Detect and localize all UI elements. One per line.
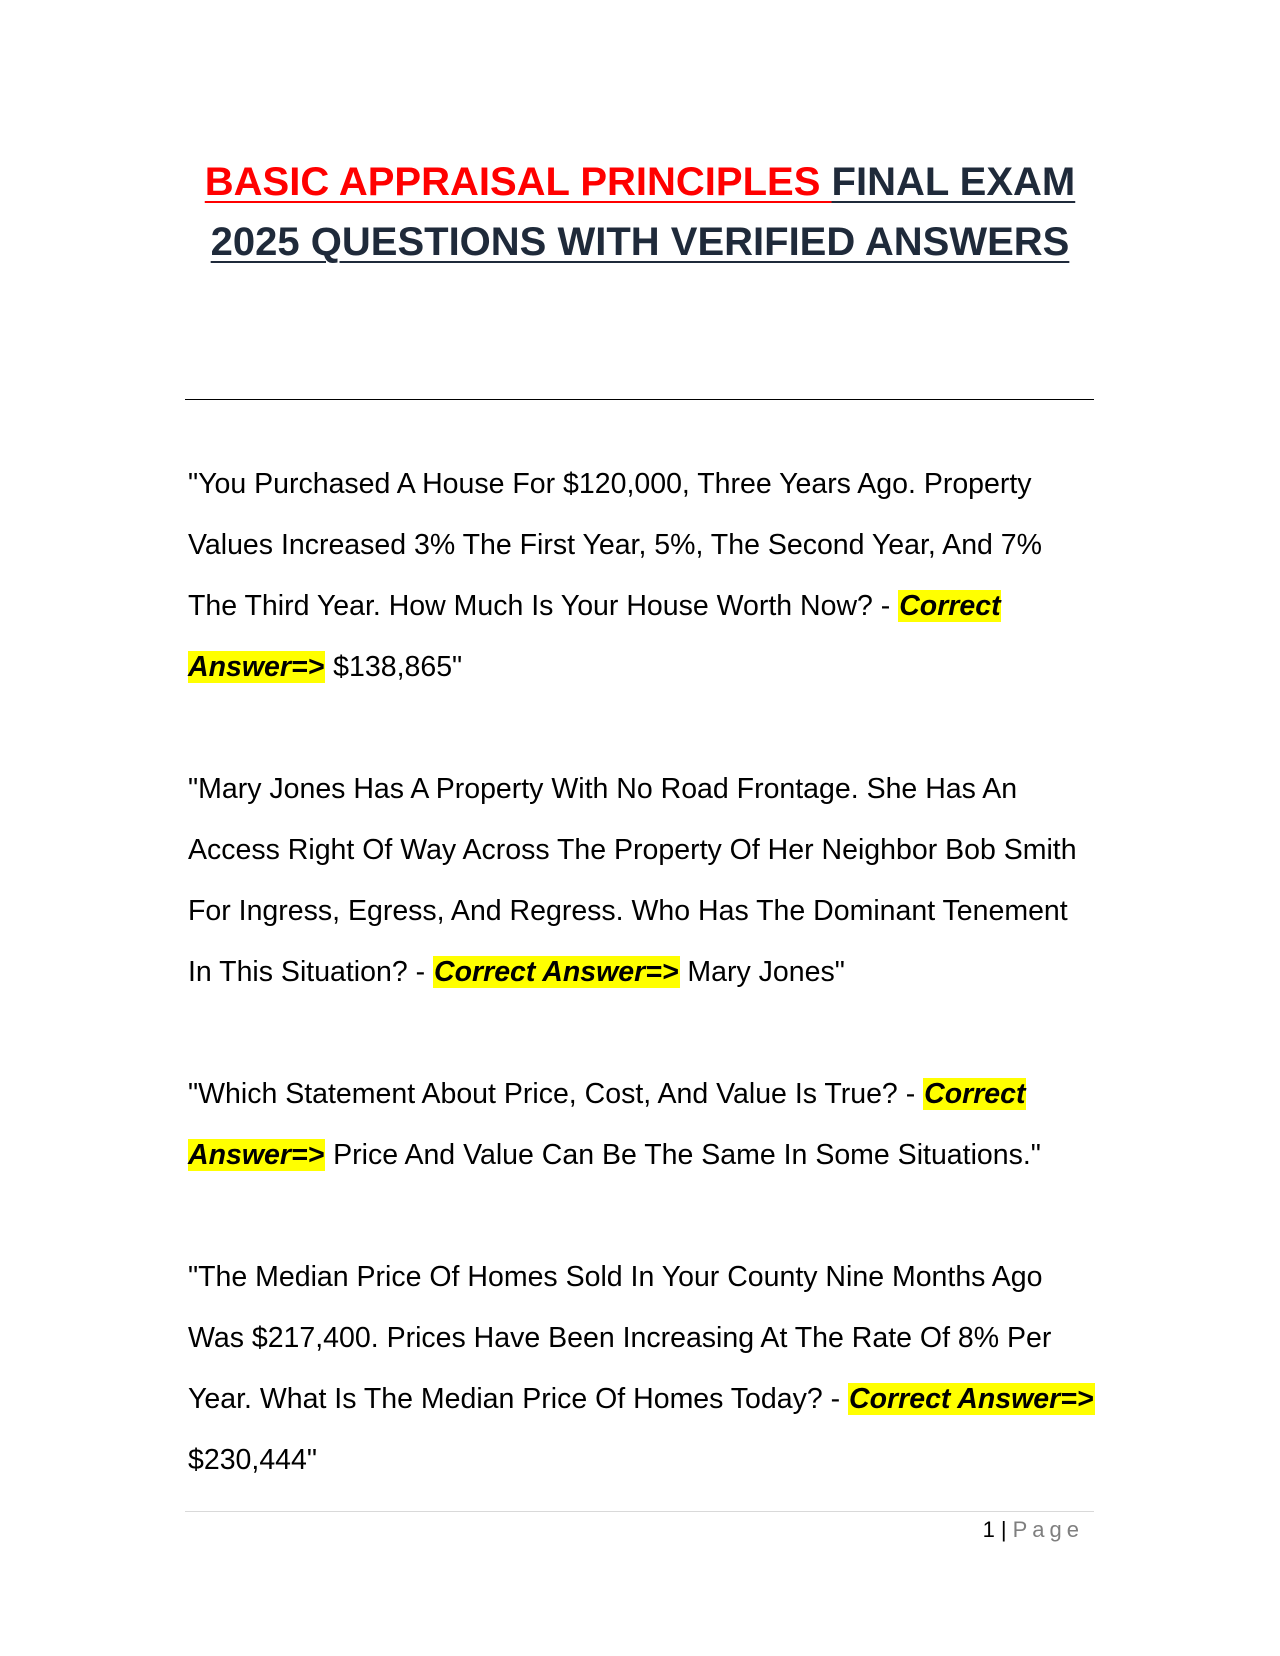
title-red-part: BASIC APPRAISAL PRINCIPLES [204,160,832,204]
page-footer [983,1515,1084,1545]
correct-answer-label: Correct Answer=> [188,590,1001,683]
question-text: "You Purchased A House For $120,000, Three Years Ago. Property Values Increased 3% The First Year, 5%, The Second Year, And 7% The Third Year. How Much Is Your House Worth Now? - [188,468,1042,622]
page-word: Page [1012,1517,1084,1542]
title-dark-part: FINAL EXAM 2025 QUESTIONS WITH VERIFIED ANSWERS [210,160,1076,264]
answer-text: $138,865" [325,651,463,683]
qa-item-3 [188,1064,1098,1186]
correct-answer-label: Correct Answer=> [188,1078,1026,1171]
question-text: "Mary Jones Has A Property With No Road Frontage. She Has An Access Right Of Way Across The Property Of Her Neighbor Bob Smith For Ingress, Egress, And Regress. Who Has The Dominant Tenement In This Situation? - [188,773,1077,988]
footer-rule [185,1511,1094,1512]
correct-answer-label: Correct Answer=> [849,1383,1094,1415]
title-divider [185,399,1094,400]
footer-separator: | [1000,1517,1007,1542]
qa-item-2 [188,759,1098,1003]
question-text: "The Median Price Of Homes Sold In Your County Nine Months Ago Was $217,400. Prices Have Been Increasing At The Rate Of 8% Per Year. What Is The Median Price Of Homes Today? - [188,1261,1052,1415]
correct-answer-label: Correct Answer=> [434,956,679,988]
answer-text: Price And Value Can Be The Same In Some Situations." [325,1139,1041,1171]
page-number: 1 [982,1517,995,1542]
question-text: "Which Statement About Price, Cost, And Value Is True? - [188,1078,924,1110]
qa-item-4 [188,1247,1098,1491]
qa-item-1 [188,454,1098,698]
document-title [160,152,1120,272]
answer-text: $230,444" [188,1444,317,1476]
answer-text: Mary Jones" [679,956,845,988]
